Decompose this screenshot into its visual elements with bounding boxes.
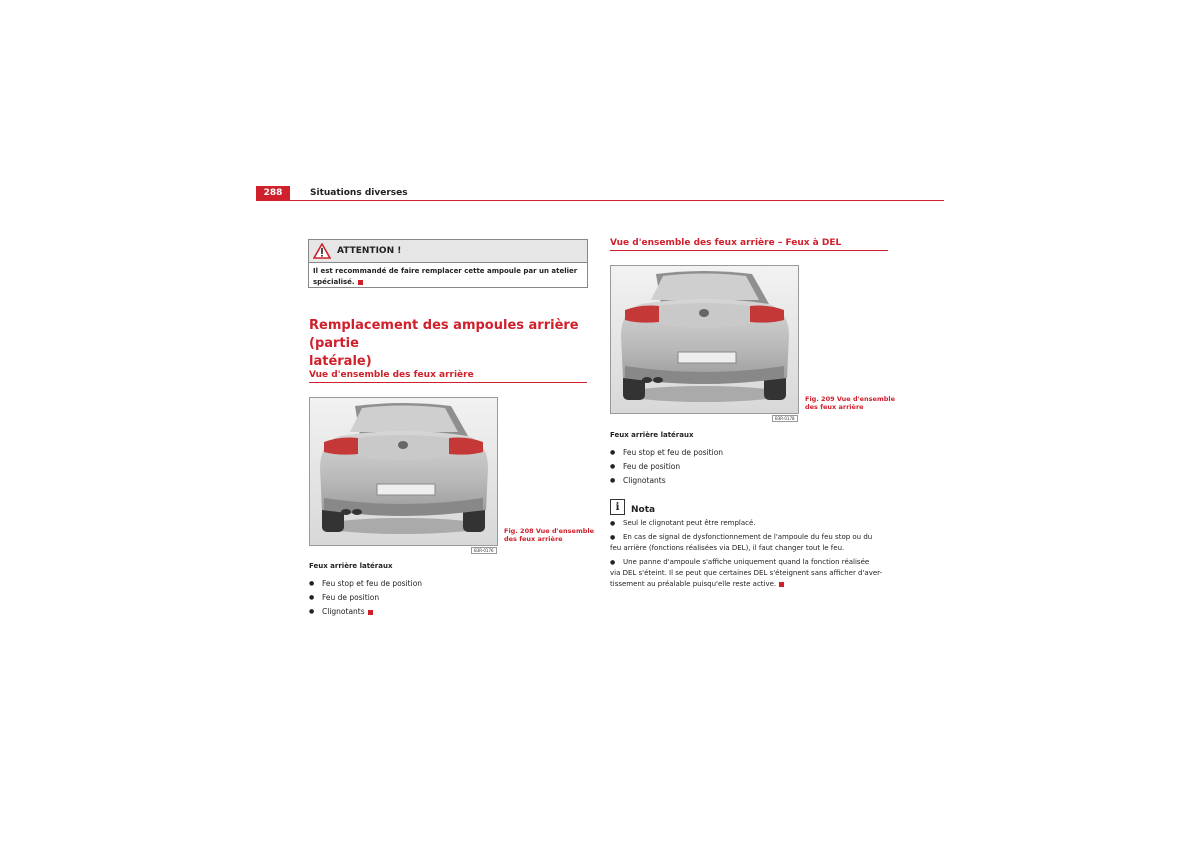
note-item-line: Une panne d'ampoule s'affiche uniquement quand la fonction réalisée <box>623 558 870 566</box>
bullet-icon: ● <box>610 534 616 541</box>
note-item-line: En cas de signal de dysfonctionnement de l'ampoule du feu stop ou du <box>623 533 873 541</box>
right-list-title: Feux arrière latéraux <box>610 431 694 439</box>
note-item-line-wrap <box>610 579 900 590</box>
figure-209-caption-line1: Fig. 209 Vue d'ensemble <box>805 395 896 403</box>
figure-209-caption-line2: des feux arrière <box>805 403 864 411</box>
list-item-text: Clignotants <box>322 607 365 616</box>
note-body <box>610 518 900 593</box>
figure-208 <box>309 397 498 546</box>
note-item-line: feu arrière (fonctions réalisées via DEL), il faut changer tout le feu. <box>610 544 845 552</box>
left-subheading-rule <box>309 382 587 383</box>
note-item <box>610 532 900 554</box>
car-rear-led-illustration <box>611 266 798 413</box>
attention-box <box>308 239 588 288</box>
note-header <box>610 499 655 515</box>
figure-208-caption-line1: Fig. 208 Vue d'ensemble <box>504 527 595 535</box>
list-item: ● Feu de position <box>610 461 723 475</box>
note-item <box>610 557 900 590</box>
left-list-title: Feux arrière latéraux <box>309 562 393 570</box>
note-item-line: via DEL s'éteint. Il se peut que certaines DEL s'éteignent sans afficher d'aver- <box>610 569 883 577</box>
page-number: 288 <box>256 186 290 201</box>
end-marker-icon <box>779 582 784 587</box>
figure-209-caption <box>805 395 895 411</box>
end-marker-icon <box>358 280 363 285</box>
attention-header <box>309 240 587 263</box>
end-marker-icon <box>368 610 373 615</box>
right-subheading: Vue d'ensemble des feux arrière – Feux à DEL <box>610 238 842 248</box>
figure-208-caption-line2: des feux arrière <box>504 535 563 543</box>
note-item-line: Seul le clignotant peut être remplacé. <box>623 519 756 527</box>
header-rule <box>256 200 944 201</box>
list-item: ● Feu stop et feu de position <box>610 447 723 461</box>
figure-209-code: B3R-0178 <box>772 405 798 424</box>
note-item-line: tissement au préalable puisqu'elle reste active. <box>610 580 777 588</box>
left-bullet-list <box>309 578 422 620</box>
attention-text <box>309 263 587 291</box>
list-item <box>309 606 422 620</box>
right-bullet-list <box>610 447 723 489</box>
warning-triangle-icon <box>313 243 331 259</box>
bullet-icon: ● <box>610 559 616 566</box>
section-heading <box>309 317 589 371</box>
list-item: ● Feu de position <box>309 592 422 606</box>
right-subheading-rule <box>610 250 888 251</box>
left-subheading: Vue d'ensemble des feux arrière <box>309 370 474 380</box>
figure-208-caption <box>504 527 594 543</box>
note-title: Nota <box>631 505 656 515</box>
figure-208-code: B3R-0176 <box>471 537 497 556</box>
section-heading-line1: Remplacement des ampoules arrière (partie <box>309 318 579 351</box>
chapter-title: Situations diverses <box>310 188 408 198</box>
attention-title: ATTENTION ! <box>337 246 402 256</box>
info-icon: i <box>610 499 625 515</box>
bullet-icon: ● <box>610 520 616 527</box>
attention-text-line1: Il est recommandé de faire remplacer cette ampoule par un atelier <box>313 267 578 275</box>
list-item: ● Clignotants <box>610 475 723 489</box>
figure-209 <box>610 265 799 414</box>
section-heading-line2: latérale) <box>309 354 372 369</box>
list-item: ● Feu stop et feu de position <box>309 578 422 592</box>
note-item <box>610 518 900 529</box>
attention-text-line2: spécialisé. <box>313 278 355 286</box>
car-rear-illustration <box>310 398 497 545</box>
